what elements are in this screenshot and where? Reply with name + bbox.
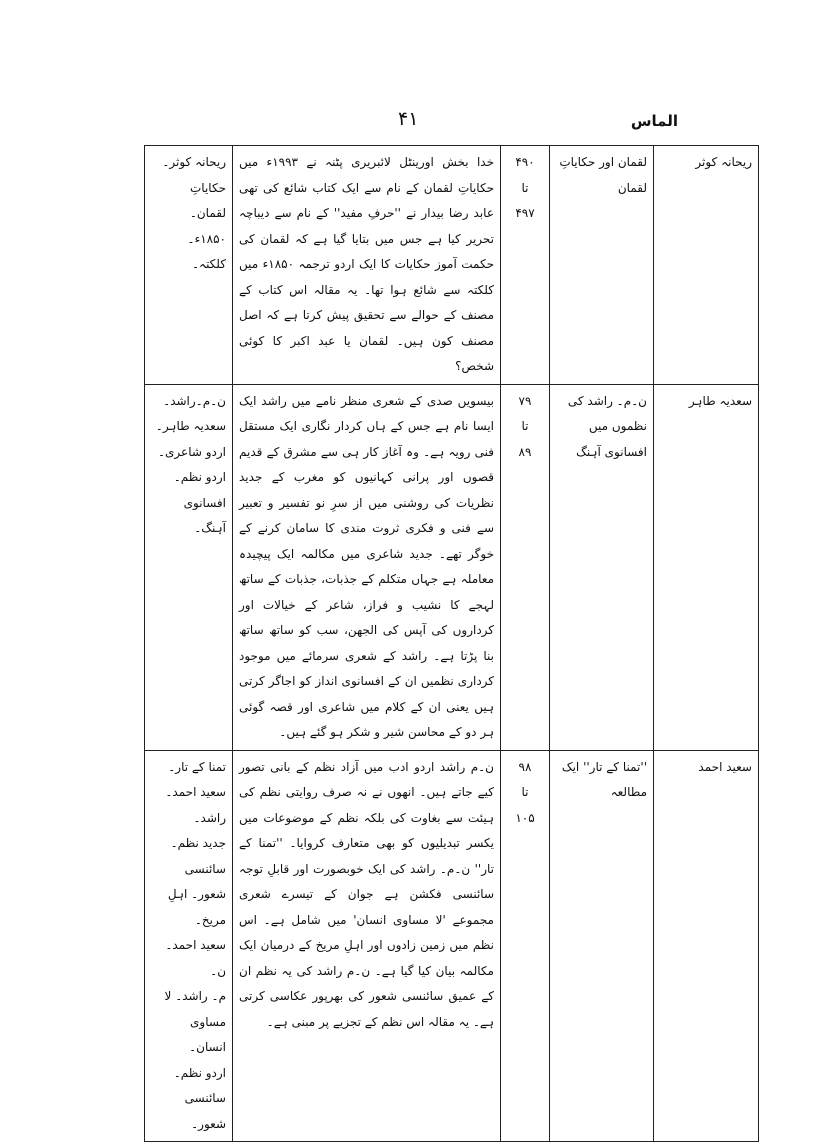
keyword: ۱۸۵۰ء۔ کلکتہ۔ [187, 231, 226, 271]
page-start: ۴۹۰ [515, 155, 535, 169]
pages-cell [501, 384, 550, 750]
summary-cell: ن۔م راشد اردو ادب میں آزاد نظم کے بانی تصور کیے جاتے ہیں۔ انھوں نے نہ صرف روایتی نظم کی ہیئت سے بغاوت کی بلکہ نظم کے موضوعات میں یکسر تبدیلیوں کو بھی متعارف کروایا۔ ''تمنا کے تار'' ن۔م۔ راشد کی ایک خوبصورت اور قابلِ توجہ سائنسی فکشن ہے جوان کے تیسرے شعری مجموعے 'لا مساوی انسان' میں شامل ہے۔ اس نظم میں زمین زادوں اور اہلِ مریخ کے درمیان ایک مکالمہ بیان کیا گیا ہے۔ ن۔م راشد کی یہ نظم ان کے عمیق سائنسی شعور کی بھرپور عکاسی کرتی ہے۔ یہ مقالہ اس نظم کے تجزیے پر مبنی ہے۔ [233, 750, 501, 1142]
table-row [145, 146, 759, 385]
pages-cell [501, 146, 550, 385]
keyword: شعور۔ اہلِ مریخ۔ [167, 887, 226, 927]
author-cell: ریحانہ کوثر [654, 146, 759, 385]
keyword: اردو شاعری۔ [158, 444, 226, 459]
page-separator: تا [521, 180, 529, 195]
keyword: سعید احمد۔ راشد۔ [165, 785, 226, 825]
title-cell: لقمان اور حکایاتِ لقمان [550, 146, 654, 385]
author-cell: سعید احمد [654, 750, 759, 1142]
title-cell: ن۔م۔ راشد کی نظموں میں افسانوی آہنگ [550, 384, 654, 750]
page-end: ۱۰۵ [515, 810, 535, 825]
pages-cell [501, 750, 550, 1142]
page-end: ۴۹۷ [515, 206, 535, 220]
keyword: تمنا کے تار۔ [168, 759, 226, 774]
journal-name: الماس [630, 112, 678, 130]
keywords-cell [145, 384, 233, 750]
author-cell: سعدیہ طاہر [654, 384, 759, 750]
keyword: افسانوی آہنگ۔ [183, 495, 226, 535]
page-end: ۸۹ [518, 444, 532, 459]
summary-cell: خدا بخش اورینٹل لائبریری پٹنہ نے ۱۹۹۳ء میں حکایاتِ لقمان کے نام سے ایک کتاب شائع کی تھی عابد رضا بیدار نے ''حرفِ مفید'' کے نام سے دیباچہ تحریر کیا ہے جس میں بتایا گیا ہے کہ لقمان کی حکمت آموز حکایات کا ایک اردو ترجمہ ۱۸۵۰ء میں کلکتہ سے شائع ہوا تھا۔ یہ مقالہ اس کتاب کے مصنف کے حوالے سے تحقیق پیش کرتا ہے کہ اصل مصنف کون ہیں۔ لقمان یا عبد اکبر کا کوئی شخص؟ [233, 146, 501, 385]
table-row [145, 750, 759, 1142]
page-separator: تا [521, 785, 529, 799]
page-header [140, 108, 678, 138]
keyword: اردو نظم۔ سائنسی [173, 1065, 226, 1105]
keyword: اردو نظم۔ [173, 470, 226, 484]
page-start: ۹۸ [518, 759, 532, 774]
keyword: سعید احمد۔ ن۔ [165, 938, 226, 978]
page-separator: تا [521, 419, 529, 433]
title-cell: ''تمنا کے تار'' ایک مطالعہ [550, 750, 654, 1142]
keyword: جدید نظم۔ سائنسی [170, 836, 226, 876]
table-row [145, 384, 759, 750]
article-index-table [144, 145, 759, 1142]
keyword: ن۔م۔راشد۔ [163, 393, 226, 408]
page-number: ۴۱ [398, 108, 419, 130]
keyword: سعدیہ طاہر۔ [155, 419, 226, 433]
keyword: شعور۔ [191, 1116, 226, 1131]
keyword: م۔ راشد۔ لا [164, 989, 226, 1003]
keyword: مساوی انسان۔ [189, 1014, 226, 1054]
keyword: ریحانہ کوثر۔ [162, 155, 226, 169]
keywords-cell [145, 750, 233, 1142]
keyword: حکایاتِ لقمان۔ [189, 180, 226, 220]
keywords-cell [145, 146, 233, 385]
summary-cell: بیسویں صدی کے شعری منظر نامے میں راشد ایک ایسا نام ہے جس کے ہاں کردار نگاری ایک مستقل فنی رویہ ہے۔ وہ آغاز کار ہی سے مشرق کے قدیم قصوں اور پرانی کہانیوں کو مغرب کے جدید نظریات کی روشنی میں از سرِ نو تفسیر و تعبیر سے فنی و فکری ثروت مندی کا سامان کرنے کے خوگر تھے۔ جدید شاعری میں مکالمہ ایک پیچیدہ معاملہ ہے جہاں متکلم کے جذبات، جذبات کے ساتھ لہجے کا نشیب و فراز، شاعر کے خیالات اور کرداروں کی آپس کی الجھن، سب کو ساتھ ساتھ بنا پڑتا ہے۔ راشد کے شعری سرمائے میں موجود کرداری نظمیں ان کے افسانوی انداز کو اجاگر کرتی ہیں یعنی ان کے کلام میں شاعری اور قصہ گوئی ہر دو کے محاسن شیر و شکر ہو گئے ہیں۔ [233, 384, 501, 750]
page-start: ۷۹ [518, 393, 532, 408]
